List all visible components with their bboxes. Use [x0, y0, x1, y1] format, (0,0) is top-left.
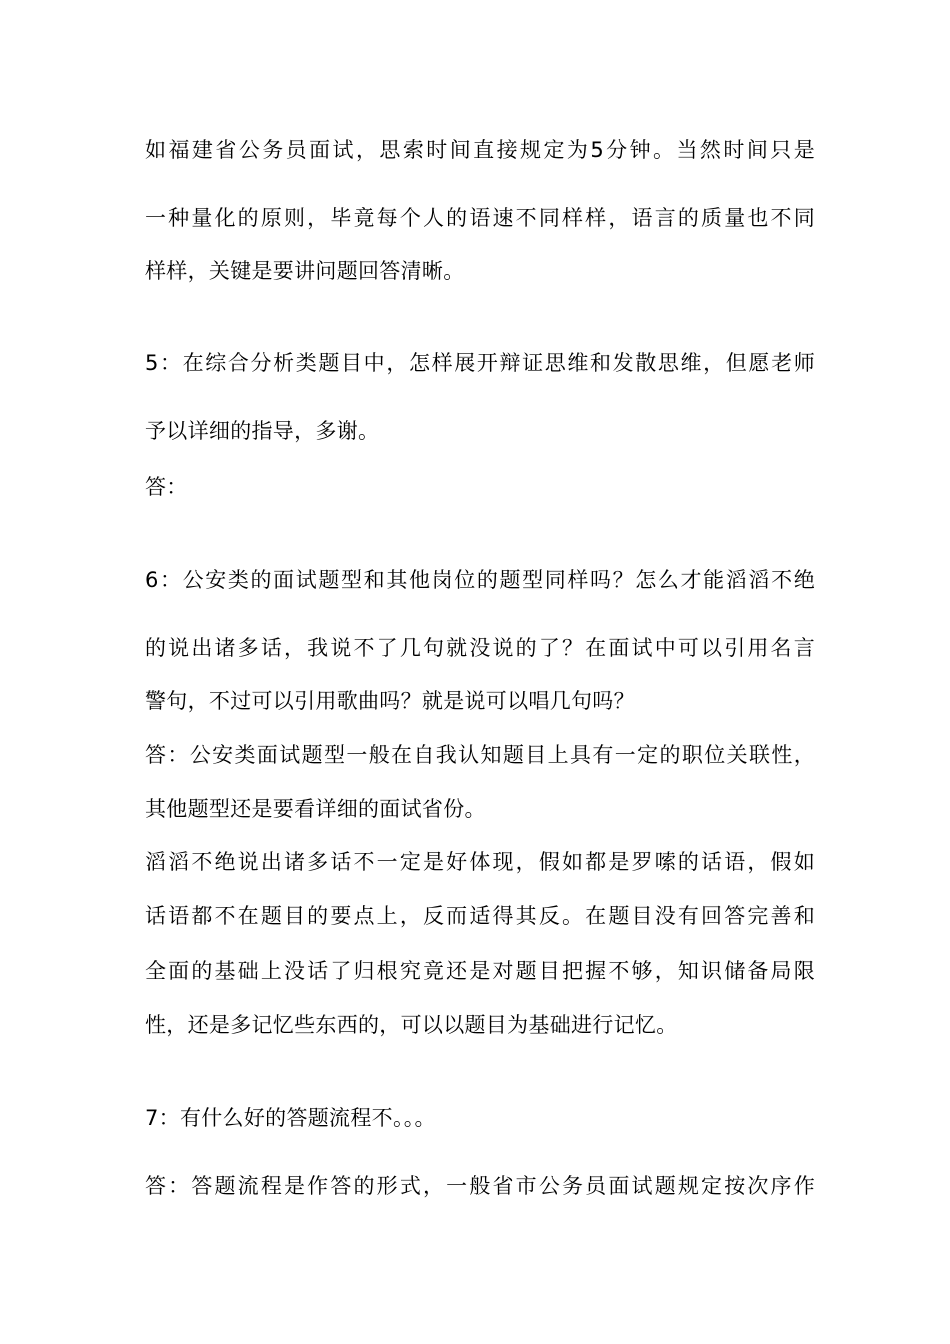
question-7-line-1: 7：有什么好的答题流程不。。。: [145, 1106, 436, 1130]
answer-6-line-2: 其他题型还是要看详细的面试省份。: [145, 797, 486, 821]
question-5-line-2: 予以详细的指导，多谢。: [145, 419, 380, 443]
question-6-line-1: 6：公安类的面试题型和其他岗位的题型同样吗？怎么才能滔滔不绝: [145, 568, 815, 592]
paragraph-line-3: 样样，关键是要讲问题回答清晰。: [145, 259, 465, 283]
answer-5-label: 答：: [145, 475, 188, 499]
answer-6-line-5: 全面的基础上没话了归根究竟还是对题目把握不够，知识储备局限: [145, 959, 815, 983]
answer-6-line-3: 滔滔不绝说出诸多话不一定是好体现，假如都是罗嗦的话语，假如: [145, 850, 815, 874]
question-5-line-1: 5：在综合分析类题目中，怎样展开辩证思维和发散思维，但愿老师: [145, 351, 815, 375]
paragraph-line-2: 一种量化的原则，毕竟每个人的语速不同样样，语言的质量也不同: [145, 206, 815, 230]
answer-6-line-6: 性，还是多记忆些东西的，可以以题目为基础进行记忆。: [145, 1013, 678, 1037]
answer-6-line-1: 答：公安类面试题型一般在自我认知题目上具有一定的职位关联性，: [145, 743, 815, 767]
paragraph-line-1: 如福建省公务员面试，思索时间直接规定为5分钟。当然时间只是: [145, 138, 815, 162]
question-6-line-2: 的说出诸多话，我说不了几句就没说的了？在面试中可以引用名言: [145, 636, 815, 660]
answer-6-line-4: 话语都不在题目的要点上，反而适得其反。在题目没有回答完善和: [145, 904, 815, 928]
answer-7-line-1: 答：答题流程是作答的形式，一般省市公务员面试题规定按次序作: [145, 1174, 815, 1198]
question-6-line-3: 警句，不过可以引用歌曲吗？就是说可以唱几句吗？: [145, 689, 635, 713]
